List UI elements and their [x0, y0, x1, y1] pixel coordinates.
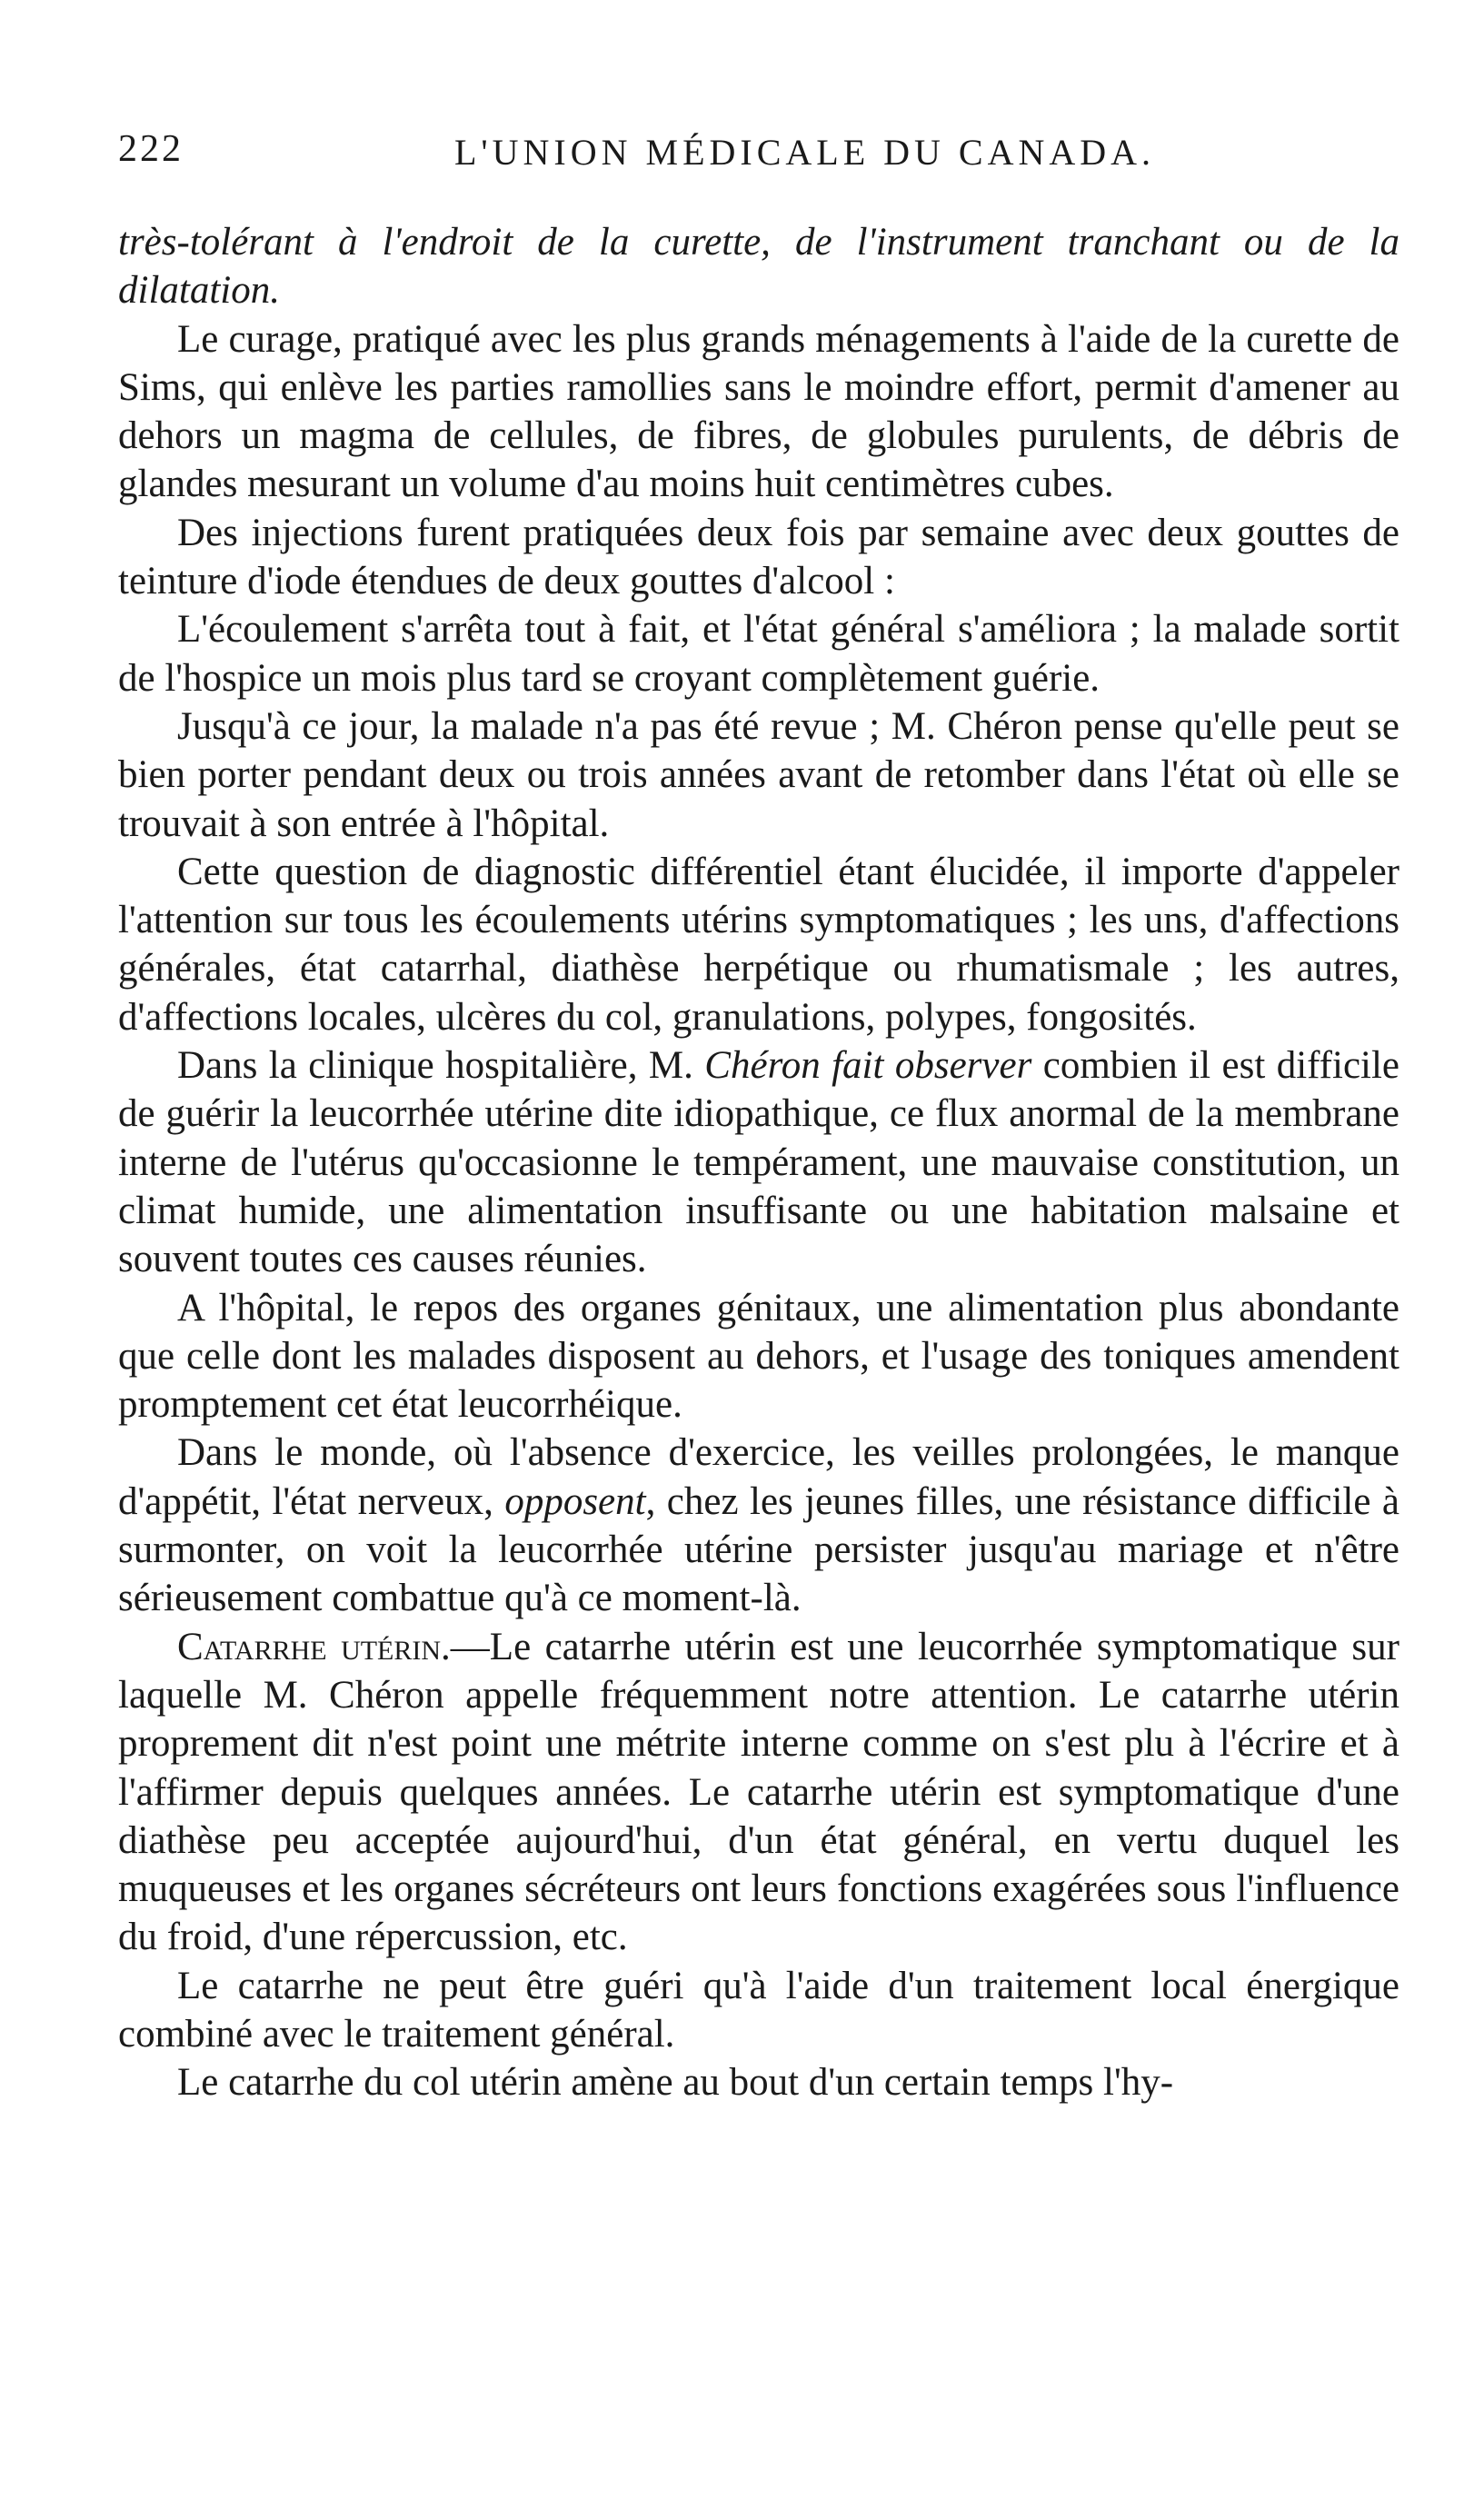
paragraph-1: [118, 218, 1399, 315]
paragraph-4: L'écoulement s'arrêta tout à fait, et l'état général s'améliora ; la malade sortit de l'hospice un mois plus tard se croyant complètement guérie.: [118, 608, 1399, 700]
paragraph-12: Le catarrhe du col utérin amène au bout d'un certain temps l'hy-: [177, 2061, 1174, 2105]
paragraph-3: Des injections furent pratiquées deux fois par semaine avec deux gouttes de teinture d'iode étendues de deux gouttes d'alcool :: [118, 511, 1399, 603]
paragraph-9-italic: opposent: [504, 1479, 646, 1523]
paragraph-7: [118, 1041, 1399, 1283]
paragraph-6: Cette question de diagnostic différentiel étant élucidée, il importe d'appeler l'attention sur tous les écoulements utérins symptomatiques ; les uns, d'affections générales, état catarrhal, diathèse herpétique ou rhumatismale ; les autres, d'affections locales, ulcères du col, granulations, polypes, fongosités.: [118, 850, 1399, 1039]
paragraph-5: Jusqu'à ce jour, la malade n'a pas été revue ; M. Chéron pense qu'elle peut se bien porter pendant deux ou trois années avant de retomber dans l'état où elle se trouvait à son entrée à l'hôpital.: [118, 704, 1399, 845]
paragraph-9-lead: Dans le monde, où l'absence d'exercice, les veilles prolongées, le manque d'appétit, l'état nerveux,: [118, 1431, 1399, 1523]
page-header: [118, 127, 1399, 182]
section-heading-catarrhe-uterin: Catarrhe utérin.: [177, 1625, 451, 1668]
page-number: 222: [118, 128, 184, 170]
paragraph-10-rest: —Le catarrhe utérin est une leucorrhée symptomatique sur laquelle M. Chéron appelle fréquemment notre attention. Le catarrhe utérin proprement dit n'est point une métrite interne comme on s'est plu à l'écrire et à l'affirmer depuis quelques années. Le catarrhe utérin est symptomatique d'une diathèse peu acceptée aujourd'hui, d'un état général, en vertu duquel les muqueuses et les organes sécréteurs ont leurs fonctions exagérées sous l'influence du froid, d'une répercussion, etc.: [118, 1625, 1399, 1959]
paragraph-7-lead: Dans la clinique hospitalière, M.: [177, 1044, 705, 1088]
book-page: [118, 127, 1399, 2107]
paragraph-7-italic: Chéron fait observer: [704, 1044, 1032, 1088]
paragraph-11: Le catarrhe ne peut être guéri qu'à l'aide d'un traitement local énergique combiné avec le traitement général.: [118, 1964, 1399, 2056]
italic-continuation: très-tolérant à l'endroit de la curette, de l'instrument tranchant ou de la dilatation.: [118, 221, 1399, 313]
paragraph-9: [118, 1429, 1399, 1622]
body-text: [118, 218, 1399, 2107]
paragraph-9-rest: , chez les jeunes filles, une résistance difficile à surmonter, on voit la leucorrhée utérine persister jusqu'au mariage et n'être sérieusement combattue qu'à ce moment-là.: [118, 1479, 1399, 1620]
paragraph-2: Le curage, pratiqué avec les plus grands ménagements à l'aide de la curette de Sims, qui enlève les parties ramollies sans le moindre effort, permit d'amener au dehors un magma de cellules, de fibres, de globules purulents, de débris de glandes mesurant un volume d'au moins huit centimètres cubes.: [118, 317, 1399, 506]
paragraph-8: A l'hôpital, le repos des organes génitaux, une alimentation plus abondante que celle dont les malades disposent au dehors, et l'usage des toniques amendent promptement cet état leucorrhéique.: [118, 1286, 1399, 1427]
paragraph-7-rest: combien il est difficile de guérir la leucorrhée utérine dite idiopathique, ce flux anormal de la membrane interne de l'utérus qu'occasionne le tempérament, une mauvaise constitution, un climat humide, une alimentation insuffisante ou une habitation malsaine et souvent toutes ces causes réunies.: [118, 1044, 1400, 1281]
running-title: L'UNION MÉDICALE DU CANADA.: [454, 132, 1156, 173]
paragraph-10: [118, 1623, 1399, 1962]
